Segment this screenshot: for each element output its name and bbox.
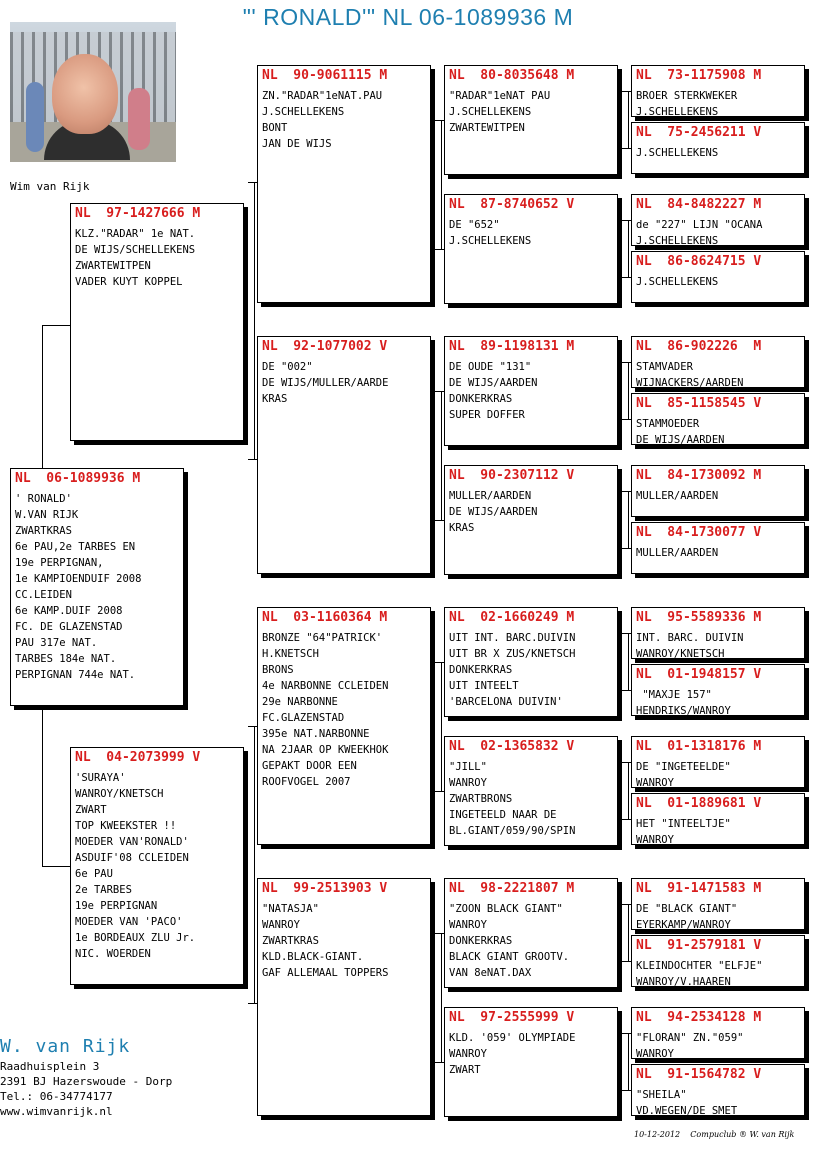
connector-line [622, 362, 631, 363]
pedigree-line: VADER KUYT KOPPEL [75, 276, 183, 288]
pedigree-line: J.SCHELLEKENS [636, 276, 719, 288]
connector-line [42, 325, 43, 468]
great-great-grandparent-box [631, 878, 805, 930]
pedigree-line: ASDUIF'08 CCLEIDEN [75, 852, 189, 864]
pedigree-line: KLD. '059' OLYMPIADE [449, 1032, 576, 1044]
ring-number: NL 91-1471583 M [636, 881, 762, 896]
connector-line [435, 933, 444, 934]
great-great-grandparent-box [631, 935, 805, 987]
pedigree-line: ZWARTEWITPEN [75, 260, 151, 272]
pedigree-line: BL.GIANT/059/90/SPIN [449, 825, 576, 837]
great-grandparent-box [444, 465, 618, 575]
great-great-grandparent-box [631, 736, 805, 788]
connector-line [622, 961, 631, 962]
ring-number: NL 92-1077002 V [262, 339, 388, 354]
connector-line [628, 220, 629, 277]
pedigree-line: BONT [262, 122, 288, 134]
sire-dam-box [257, 336, 431, 574]
connector-line [622, 1090, 631, 1091]
connector-line [622, 762, 631, 763]
ring-number: NL 86-8624715 V [636, 254, 762, 269]
pedigree-line: INGETEELD NAAR DE [449, 809, 557, 821]
pedigree-line: ZWARTBRONS [449, 793, 513, 805]
connector-line [622, 91, 631, 92]
pedigree-line: DE OUDE "131" [449, 361, 532, 373]
connector-line [248, 182, 257, 183]
owner-address [0, 1036, 172, 1119]
connector-line [622, 1033, 631, 1034]
pedigree-line: WANROY/V.HAAREN [636, 976, 731, 988]
great-great-grandparent-box [631, 251, 805, 303]
connector-line [622, 904, 631, 905]
ring-number: NL 94-2534128 M [636, 1010, 762, 1025]
pedigree-line: DE "INGETEELDE" [636, 761, 731, 773]
owner-photo [10, 22, 176, 162]
great-great-grandparent-box [631, 522, 805, 574]
great-grandparent-box [444, 65, 618, 175]
pedigree-line: "MAXJE 157" [636, 689, 712, 701]
connector-line [435, 662, 444, 663]
pedigree-line: ZWART [75, 804, 107, 816]
connector-line [435, 120, 444, 121]
connector-line [628, 1033, 629, 1090]
great-great-grandparent-box [631, 194, 805, 246]
dam-dam-box [257, 878, 431, 1116]
ring-number: NL 02-1365832 V [449, 739, 575, 754]
pedigree-line: BLACK GIANT GROOTV. [449, 951, 570, 963]
great-grandparent-box [444, 607, 618, 717]
ring-number: NL 01-1318176 M [636, 739, 762, 754]
pedigree-line: KRAS [449, 522, 475, 534]
page-title: "' RONALD'" NL 06-1089936 M [242, 4, 574, 30]
pedigree-line: WANROY [449, 777, 487, 789]
connector-line [628, 362, 629, 419]
print-credit: 10-12-2012 Compuclub ® W. van Rijk [634, 1130, 795, 1139]
pedigree-line: TARBES 184e NAT. [15, 653, 117, 665]
pedigree-line: HENDRIKS/WANROY [636, 705, 731, 717]
pedigree-line: J.SCHELLEKENS [262, 106, 345, 118]
great-great-grandparent-box [631, 393, 805, 445]
pedigree-line: DE WIJS/AARDEN [449, 377, 538, 389]
connector-line [435, 791, 444, 792]
pedigree-line: WANROY/KNETSCH [75, 788, 164, 800]
pedigree-line: DE WIJS/AARDEN [449, 506, 538, 518]
pedigree-line: de "227" LIJN "OCANA [636, 219, 763, 231]
pedigree-line: KLEINDOCHTER "ELFJE" [636, 960, 763, 972]
connector-line [435, 249, 444, 250]
ring-number: NL 02-1660249 M [449, 610, 575, 625]
ring-number: NL 01-1948157 V [636, 667, 762, 682]
connector-line [441, 662, 442, 791]
subject-pigeon-box [10, 468, 184, 706]
ring-number: NL 97-1427666 M [75, 206, 201, 221]
great-grandparent-box [444, 336, 618, 446]
pedigree-line: GAF ALLEMAAL TOPPERS [262, 967, 389, 979]
pedigree-line: DONKERKRAS [449, 935, 513, 947]
great-great-grandparent-box [631, 65, 805, 117]
pedigree-line: MULLER/AARDEN [636, 547, 719, 559]
pedigree-line: 2e TARBES [75, 884, 132, 896]
pedigree-line: "NATASJA" [262, 903, 319, 915]
pedigree-line: 1e KAMPIOENDUIF 2008 [15, 573, 142, 585]
owner-name: W. van Rijk [0, 1036, 131, 1057]
pedigree-line: PERPIGNAN 744e NAT. [15, 669, 136, 681]
ring-number: NL 80-8035648 M [449, 68, 575, 83]
pedigree-line: ROOFVOGEL 2007 [262, 776, 351, 788]
pedigree-line: EYERKAMP/WANROY [636, 919, 731, 931]
pedigree-line: KLD.BLACK-GIANT. [262, 951, 364, 963]
great-grandparent-box [444, 736, 618, 846]
pedigree-line: 19e PERPIGNAN [75, 900, 158, 912]
pedigree-line: NA 2JAAR OP KWEEKHOK [262, 744, 389, 756]
pedigree-line: 'BARCELONA DUIVIN' [449, 696, 563, 708]
pedigree-line: "JILL" [449, 761, 487, 773]
connector-line [248, 459, 257, 460]
pedigree-line: FC. DE GLAZENSTAD [15, 621, 123, 633]
pedigree-line: STAMVADER [636, 361, 693, 373]
pedigree-line: 1e BORDEAUX ZLU Jr. [75, 932, 196, 944]
great-great-grandparent-box [631, 793, 805, 845]
ring-number: NL 90-2307112 V [449, 468, 575, 483]
pedigree-line: WANROY [449, 919, 487, 931]
pedigree-line: BRONS [262, 664, 294, 676]
pedigree-line: MOEDER VAN'RONALD' [75, 836, 189, 848]
great-grandparent-box [444, 194, 618, 304]
pedigree-line: DE WIJS/AARDEN [636, 434, 725, 446]
great-great-grandparent-box [631, 1064, 805, 1116]
ring-number: NL 95-5589336 M [636, 610, 762, 625]
pedigree-line: DE WIJS/MULLER/AARDE [262, 377, 389, 389]
ring-number: NL 86-902226 M [636, 339, 762, 354]
great-great-grandparent-box [631, 122, 805, 174]
pedigree-line: PAU 317e NAT. [15, 637, 98, 649]
pedigree-line: UIT INT. BARC.DUIVIN [449, 632, 576, 644]
great-great-grandparent-box [631, 1007, 805, 1059]
pedigree-line: J.SCHELLEKENS [449, 106, 532, 118]
connector-line [628, 91, 629, 148]
pedigree-line: 395e NAT.NARBONNE [262, 728, 370, 740]
pedigree-line: TOP KWEEKSTER !! [75, 820, 177, 832]
ring-number: NL 04-2073999 V [75, 750, 201, 765]
connector-line [622, 491, 631, 492]
pedigree-line: W.VAN RIJK [15, 509, 79, 521]
pedigree-line: FC.GLAZENSTAD [262, 712, 345, 724]
pedigree-line: BROER STERKWEKER [636, 90, 738, 102]
connector-line [622, 819, 631, 820]
pedigree-line: J.SCHELLEKENS [636, 235, 719, 247]
pedigree-line: "FLORAN" ZN."059" [636, 1032, 744, 1044]
great-great-grandparent-box [631, 465, 805, 517]
pedigree-line: J.SCHELLEKENS [636, 147, 719, 159]
pedigree-line: VAN 8eNAT.DAX [449, 967, 532, 979]
connector-line [254, 726, 255, 1003]
great-great-grandparent-box [631, 607, 805, 659]
pedigree-line: UIT BR X ZUS/KNETSCH [449, 648, 576, 660]
pedigree-line: KLZ."RADAR" 1e NAT. [75, 228, 196, 240]
pedigree-line: WANROY [636, 1048, 674, 1060]
connector-line [622, 548, 631, 549]
pedigree-line: SUPER DOFFER [449, 409, 525, 421]
connector-line [441, 391, 442, 520]
pedigree-line: 'SURAYA' [75, 772, 126, 784]
pedigree-line: MOEDER VAN 'PACO' [75, 916, 183, 928]
pedigree-line: MULLER/AARDEN [636, 490, 719, 502]
ring-number: NL 84-1730092 M [636, 468, 762, 483]
pedigree-line: "RADAR"1eNAT PAU [449, 90, 551, 102]
pedigree-line: WIJNACKERS/AARDEN [636, 377, 744, 389]
ring-number: NL 91-1564782 V [636, 1067, 762, 1082]
ring-number: NL 06-1089936 M [15, 471, 141, 486]
connector-line [254, 182, 255, 459]
website-link[interactable]: www.wimvanrijk.nl [0, 1105, 113, 1118]
pedigree-line: DONKERKRAS [449, 393, 513, 405]
pedigree-line: 6e PAU,2e TARBES EN [15, 541, 136, 553]
dam-sire-box [257, 607, 431, 845]
pedigree-line: 29e NARBONNE [262, 696, 338, 708]
connector-line [628, 904, 629, 961]
pedigree-line: INT. BARC. DUIVIN [636, 632, 744, 644]
pedigree-line: ZN."RADAR"1eNAT.PAU [262, 90, 383, 102]
address-line: Raadhuisplein 3 [0, 1060, 100, 1073]
ring-number: NL 75-2456211 V [636, 125, 762, 140]
pedigree-line: 6e KAMP.DUIF 2008 [15, 605, 123, 617]
ring-number: NL 91-2579181 V [636, 938, 762, 953]
pedigree-line: ZWARTKRAS [15, 525, 72, 537]
pedigree-line: H.KNETSCH [262, 648, 319, 660]
ring-number: NL 84-8482227 M [636, 197, 762, 212]
connector-line [42, 866, 70, 867]
pedigree-line: DE "002" [262, 361, 313, 373]
connector-line [42, 706, 43, 866]
ring-number: NL 87-8740652 V [449, 197, 575, 212]
ring-number: NL 89-1198131 M [449, 339, 575, 354]
ring-number: NL 73-1175908 M [636, 68, 762, 83]
pedigree-line: 4e NARBONNE CCLEIDEN [262, 680, 389, 692]
pedigree-line: WANROY [262, 919, 300, 931]
ring-number: NL 98-2221807 M [449, 881, 575, 896]
pedigree-line: HET "INTEELTJE" [636, 818, 731, 830]
connector-line [42, 325, 70, 326]
address-line: 2391 BJ Hazerswoude - Dorp [0, 1075, 173, 1088]
ring-number: NL 03-1160364 M [262, 610, 388, 625]
connector-line [441, 933, 442, 1062]
phone-line: Tel.: 06-34774177 [0, 1090, 113, 1103]
ring-number: NL 97-2555999 V [449, 1010, 575, 1025]
sire-box [70, 203, 244, 441]
photo-caption: Wim van Rijk [10, 180, 90, 193]
pedigree-line: "ZOON BLACK GIANT" [449, 903, 563, 915]
connector-line [628, 762, 629, 819]
connector-line [441, 120, 442, 249]
pedigree-line: DE "652" [449, 219, 500, 231]
pedigree-line: 6e PAU [75, 868, 113, 880]
connector-line [435, 520, 444, 521]
pedigree-line: VD.WEGEN/DE SMET [636, 1105, 738, 1117]
connector-line [248, 726, 257, 727]
connector-line [622, 220, 631, 221]
connector-line [622, 690, 631, 691]
pedigree-line: NIC. WOERDEN [75, 948, 151, 960]
pedigree-line: J.SCHELLEKENS [636, 106, 719, 118]
connector-line [622, 419, 631, 420]
pedigree-line: 19e PERPIGNAN, [15, 557, 104, 569]
great-great-grandparent-box [631, 664, 805, 716]
pedigree-line: JAN DE WIJS [262, 138, 332, 150]
pedigree-line: DE "BLACK GIANT" [636, 903, 738, 915]
pedigree-line: ' RONALD' [15, 493, 72, 505]
pedigree-line: STAMMOEDER [636, 418, 700, 430]
connector-line [622, 277, 631, 278]
pedigree-line: ZWART [449, 1064, 481, 1076]
dam-box [70, 747, 244, 985]
pedigree-line: MULLER/AARDEN [449, 490, 532, 502]
connector-line [435, 391, 444, 392]
pedigree-line: WANROY/KNETSCH [636, 648, 725, 660]
pedigree-line: UIT INTEELT [449, 680, 519, 692]
connector-line [628, 491, 629, 548]
ring-number: NL 85-1158545 V [636, 396, 762, 411]
connector-line [435, 1062, 444, 1063]
ring-number: NL 84-1730077 V [636, 525, 762, 540]
connector-line [622, 633, 631, 634]
pedigree-line: WANROY [636, 834, 674, 846]
ring-number: NL 99-2513903 V [262, 881, 388, 896]
great-grandparent-box [444, 878, 618, 988]
sire-sire-box [257, 65, 431, 303]
pedigree-line: "SHEILA" [636, 1089, 687, 1101]
pedigree-line: DE WIJS/SCHELLEKENS [75, 244, 196, 256]
ring-number: NL 90-9061115 M [262, 68, 388, 83]
pedigree-line: GEPAKT DOOR EEN [262, 760, 357, 772]
pedigree-line: ZWARTEWITPEN [449, 122, 525, 134]
great-grandparent-box [444, 1007, 618, 1117]
connector-line [622, 148, 631, 149]
great-great-grandparent-box [631, 336, 805, 388]
pedigree-line: BRONZE "64"PATRICK' [262, 632, 383, 644]
pedigree-line: WANROY [636, 777, 674, 789]
pedigree-line: J.SCHELLEKENS [449, 235, 532, 247]
connector-line [248, 1003, 257, 1004]
pedigree-line: CC.LEIDEN [15, 589, 72, 601]
pedigree-line: KRAS [262, 393, 288, 405]
ring-number: NL 01-1889681 V [636, 796, 762, 811]
pedigree-line: DONKERKRAS [449, 664, 513, 676]
connector-line [628, 633, 629, 690]
pedigree-line: ZWARTKRAS [262, 935, 319, 947]
pedigree-line: WANROY [449, 1048, 487, 1060]
